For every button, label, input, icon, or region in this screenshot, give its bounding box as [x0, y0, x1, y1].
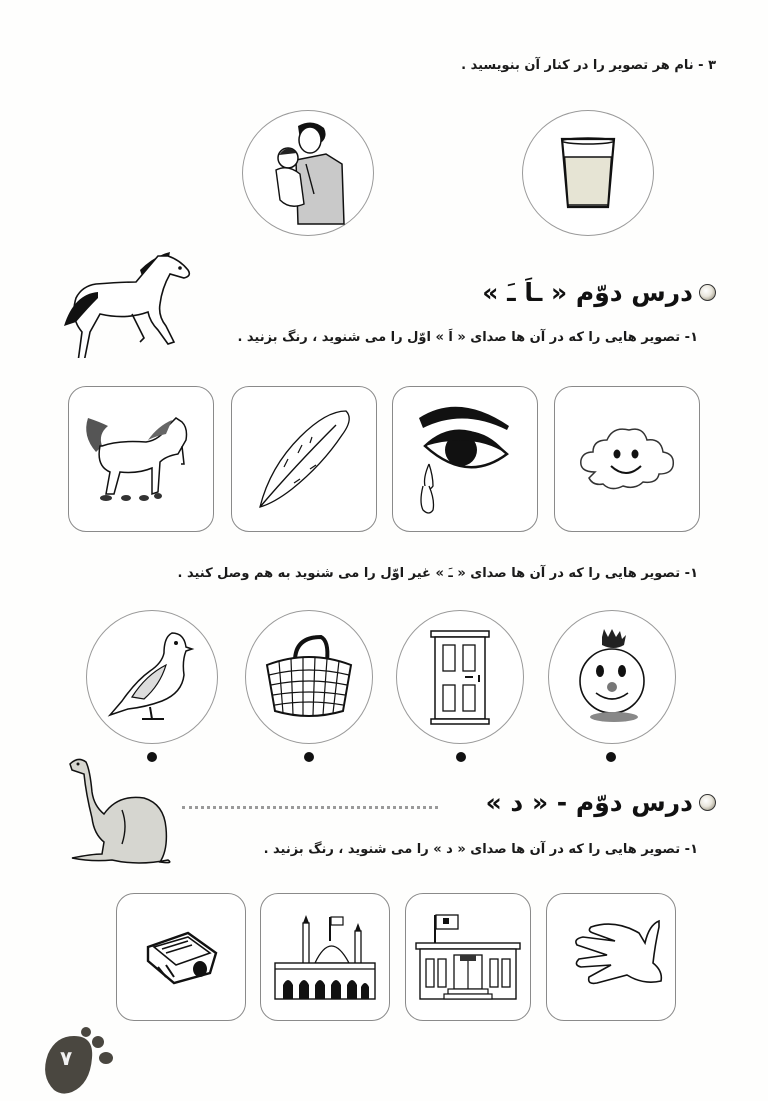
- cloud-icon: [575, 424, 679, 494]
- image-mosque[interactable]: [260, 893, 390, 1021]
- image-sharpener[interactable]: [116, 893, 246, 1021]
- image-father-baby[interactable]: [242, 110, 374, 236]
- hand-icon: [559, 917, 663, 997]
- school-icon: [414, 909, 522, 1005]
- lesson-alef-title: درس دوّم « ـاَ ـَ »: [482, 278, 693, 307]
- pigeon-icon: [106, 629, 198, 725]
- image-feather[interactable]: [231, 386, 377, 532]
- connect-dot-pomegranate[interactable]: [606, 752, 616, 762]
- connect-dot-basket[interactable]: [304, 752, 314, 762]
- image-eye[interactable]: [392, 386, 538, 532]
- glass-icon: [558, 135, 618, 211]
- lesson-fatha-instruction: ۱- تصویر هایی را که در آن ها صدای « ـَ » غیر اوّل را می شنوید به هم وصل کنید .: [177, 566, 698, 581]
- footprint-page-badge: [40, 1020, 120, 1098]
- horse-icon: [58, 248, 208, 358]
- footprint-icon: [40, 1020, 120, 1098]
- dotted-divider: [182, 806, 438, 809]
- image-hand[interactable]: [546, 893, 676, 1021]
- bullet-icon: [699, 794, 716, 811]
- pomegranate-icon: [572, 627, 652, 727]
- image-glass[interactable]: [522, 110, 654, 236]
- lesson-dal-instruction: ۱- تصویر هایی را که در آن ها صدای « د » را می شنوید ، رنگ بزنید .: [263, 842, 698, 857]
- image-school[interactable]: [405, 893, 531, 1021]
- dinosaur-icon: [62, 754, 172, 864]
- eye-icon: [415, 400, 515, 518]
- lesson-alef-instruction: ۱- تصویر هایی را که در آن ها صدای « اَ » اوّل را می شنوید ، رنگ بزنید .: [237, 330, 698, 345]
- basket-icon: [263, 635, 355, 719]
- sharpener-icon: [144, 929, 218, 985]
- image-pomegranate[interactable]: [548, 610, 676, 744]
- feather-icon: [254, 407, 354, 511]
- lesson-dal-heading: [486, 788, 716, 817]
- lesson-dal-title: درس دوّم - « د »: [485, 788, 693, 817]
- dinosaur-decoration: [62, 754, 172, 864]
- image-horse[interactable]: [68, 386, 214, 532]
- image-pigeon[interactable]: [86, 610, 218, 744]
- page-number: ۷: [60, 1046, 73, 1070]
- horse-icon: [78, 414, 204, 504]
- image-basket[interactable]: [245, 610, 373, 744]
- connect-dot-door[interactable]: [456, 752, 466, 762]
- door-icon: [429, 629, 491, 725]
- bullet-icon: [699, 284, 716, 301]
- horse-decoration: [58, 248, 208, 358]
- image-cloud[interactable]: [554, 386, 700, 532]
- lesson-alef-heading: [482, 278, 716, 307]
- mosque-icon: [269, 911, 381, 1003]
- father-baby-icon: [268, 118, 348, 228]
- image-door[interactable]: [396, 610, 524, 744]
- exercise3-instruction: ۳ - نام هر تصویر را در کنار آن بنویسید .: [461, 58, 716, 73]
